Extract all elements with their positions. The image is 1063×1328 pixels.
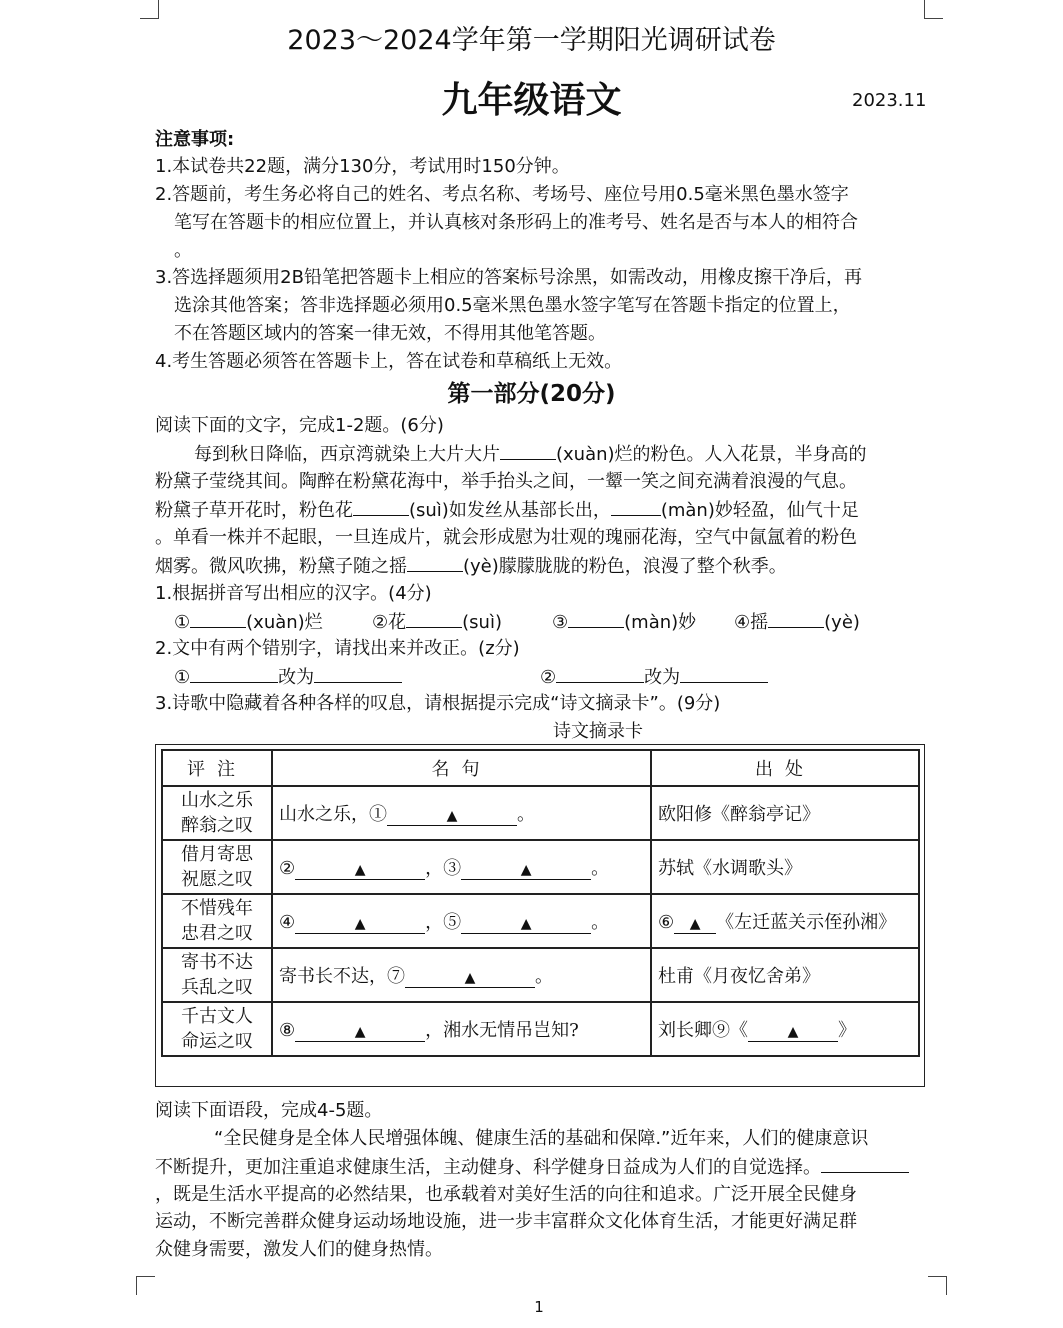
- table-row: [162, 948, 919, 1002]
- notice-item-2-cont: 笔写在答题卡的相应位置上，并认真核对条形码上的准考号、姓名是否与本人的相符合: [174, 212, 858, 233]
- row-quote: ⑧ ▲ ，湘水无情吊岂知?: [272, 1002, 651, 1056]
- answer-blank[interactable]: ▲: [461, 859, 591, 880]
- row-quote: 山水之乐，① ▲ 。: [272, 786, 651, 840]
- table-row: [162, 894, 919, 948]
- row-quote: 寄书长不达，⑦ ▲ 。: [272, 948, 651, 1002]
- notice-item-3-cont: 选涂其他答案；答非选择题必须用0.5毫米黑色墨水签字笔写在答题卡指定的位置上，: [174, 295, 851, 316]
- corner-mark-bottom-right: [928, 1276, 947, 1295]
- notice-item-4: 4.考生答题必须答在答题卡上，答在试卷和草稿纸上无效。: [155, 351, 623, 372]
- row-quote: ④ ▲ ，⑤ ▲ 。: [272, 894, 651, 948]
- corner-mark-top-left: [140, 0, 159, 19]
- table-row: [162, 840, 919, 894]
- notice-item-3: 3.答选择题须用2B铅笔把答题卡上相应的答案标号涂黑，如需改动，用橡皮擦干净后，再: [155, 267, 862, 288]
- header-comment: 评注: [162, 750, 272, 786]
- question-1-item-1: ① (xuàn)烂: [174, 607, 323, 634]
- notice-item-3-end: 不在答题区域内的答案一律无效，不得用其他笔答题。: [174, 323, 606, 344]
- answer-blank[interactable]: ▲: [461, 913, 591, 934]
- exam-title: 2023～2024学年第一学期阳光调研试卷: [287, 25, 776, 56]
- row-comment: 千古文人 命运之叹: [162, 1002, 272, 1056]
- row-comment: 寄书不达 兵乱之叹: [162, 948, 272, 1002]
- passage-line-5: 烟雾。微风吹拂，粉黛子随之摇 (yè)朦朦胧胧的粉色，浪漫了整个秋季。: [155, 551, 787, 578]
- question-1: 1.根据拼音写出相应的汉字。(4分): [155, 583, 432, 604]
- passage2-line-1: “全民健身是全体人民增强体魄、健康生活的基础和保障.”近年来，人们的健康意识: [214, 1128, 869, 1149]
- passage2-line-4: 运动，不断完善群众健身运动场地设施，进一步丰富群众文化体育生活，才能更好满足群: [155, 1211, 857, 1232]
- question-2-item-2: ② 改为: [540, 662, 768, 689]
- notice-item-1: 1.本试卷共22题，满分130分，考试用时150分钟。: [155, 156, 570, 177]
- question-1-item-2: ②花 (suì): [372, 607, 502, 634]
- notice-item-2-end: 。: [174, 240, 192, 261]
- notice-heading: 注意事项:: [155, 129, 235, 150]
- answer-blank[interactable]: ▲: [387, 805, 517, 826]
- question-2-item-1: ① 改为: [174, 662, 402, 689]
- row-source: 苏轼《水调歌头》: [651, 840, 919, 894]
- row-source: 杜甫《月夜忆舍弟》: [651, 948, 919, 1002]
- passage2-line-5: 众健身需要，激发人们的健身热情。: [155, 1239, 443, 1260]
- exam-date: 2023.11: [852, 90, 927, 111]
- passage2-line-2: 不断提升，更加注重追求健康生活，主动健身、科学健身日益成为人们的自觉选择。: [155, 1152, 909, 1179]
- row-source: 刘长卿⑨《 ▲ 》: [651, 1002, 919, 1056]
- table-row: [162, 786, 919, 840]
- row-comment: 不惜残年 忠君之叹: [162, 894, 272, 948]
- row-comment: 山水之乐 醉翁之叹: [162, 786, 272, 840]
- notice-item-2: 2.答题前，考生务必将自己的姓名、考点名称、考场号、座位号用0.5毫米黑色墨水签字: [155, 184, 849, 205]
- answer-blank[interactable]: ▲: [674, 913, 716, 934]
- answer-blank[interactable]: ▲: [295, 913, 425, 934]
- answer-blank[interactable]: ▲: [295, 1021, 425, 1042]
- question-1-item-3: ③ (màn)妙: [552, 607, 696, 634]
- question-2: 2.文中有两个错别字，请找出来并改正。(z分): [155, 638, 520, 659]
- corner-mark-top-right: [924, 0, 943, 19]
- answer-blank[interactable]: ▲: [295, 859, 425, 880]
- row-source: ⑥ ▲ 《左迁蓝关示侄孙湘》: [651, 894, 919, 948]
- part-one-heading: 第一部分(20分): [447, 381, 616, 407]
- row-quote: ② ▲ ，③ ▲ 。: [272, 840, 651, 894]
- exam-subject: 九年级语文: [441, 80, 622, 121]
- reading-instruction-1: 阅读下面的文字，完成1-2题。(6分): [155, 415, 444, 436]
- question-1-item-4: ④摇 (yè): [734, 607, 860, 634]
- poem-card-table: [161, 749, 920, 1057]
- header-quote: 名句: [272, 750, 651, 786]
- card-title: 诗文摘录卡: [553, 721, 643, 742]
- table-header-row: [162, 750, 919, 786]
- row-source: 欧阳修《醉翁亭记》: [651, 786, 919, 840]
- passage-line-3: 粉黛子草开花时，粉色花 (suì)如发丝从基部长出， (màn)妙轻盈，仙气十足: [155, 495, 859, 522]
- header-source: 出处: [651, 750, 919, 786]
- row-comment: 借月寄思 祝愿之叹: [162, 840, 272, 894]
- page-number: 1: [534, 1298, 544, 1316]
- reading-instruction-2: 阅读下面语段，完成4-5题。: [155, 1100, 383, 1121]
- passage2-line-3: ，既是生活水平提高的必然结果，也承载着对美好生活的向往和追求。广泛开展全民健身: [155, 1184, 857, 1205]
- answer-blank[interactable]: ▲: [748, 1021, 838, 1042]
- passage-line-2: 粉黛子莹绕其间。陶醉在粉黛花海中，举手抬头之间，一颦一笑之间充满着浪漫的气息。: [155, 471, 857, 492]
- answer-blank[interactable]: ▲: [405, 967, 535, 988]
- passage-line-4: 。单看一株并不起眼，一旦连成片，就会形成慰为壮观的瑰丽花海，空气中氤氲着的粉色: [155, 527, 857, 548]
- question-3: 3.诗歌中隐藏着各种各样的叹息，请根据提示完成“诗文摘录卡”。(9分): [155, 693, 721, 714]
- table-row: [162, 1002, 919, 1056]
- corner-mark-bottom-left: [136, 1276, 155, 1295]
- passage-line-1: 每到秋日降临，西京湾就染上大片大片 (xuàn)烂的粉色。人入花景，半身高的: [194, 439, 867, 466]
